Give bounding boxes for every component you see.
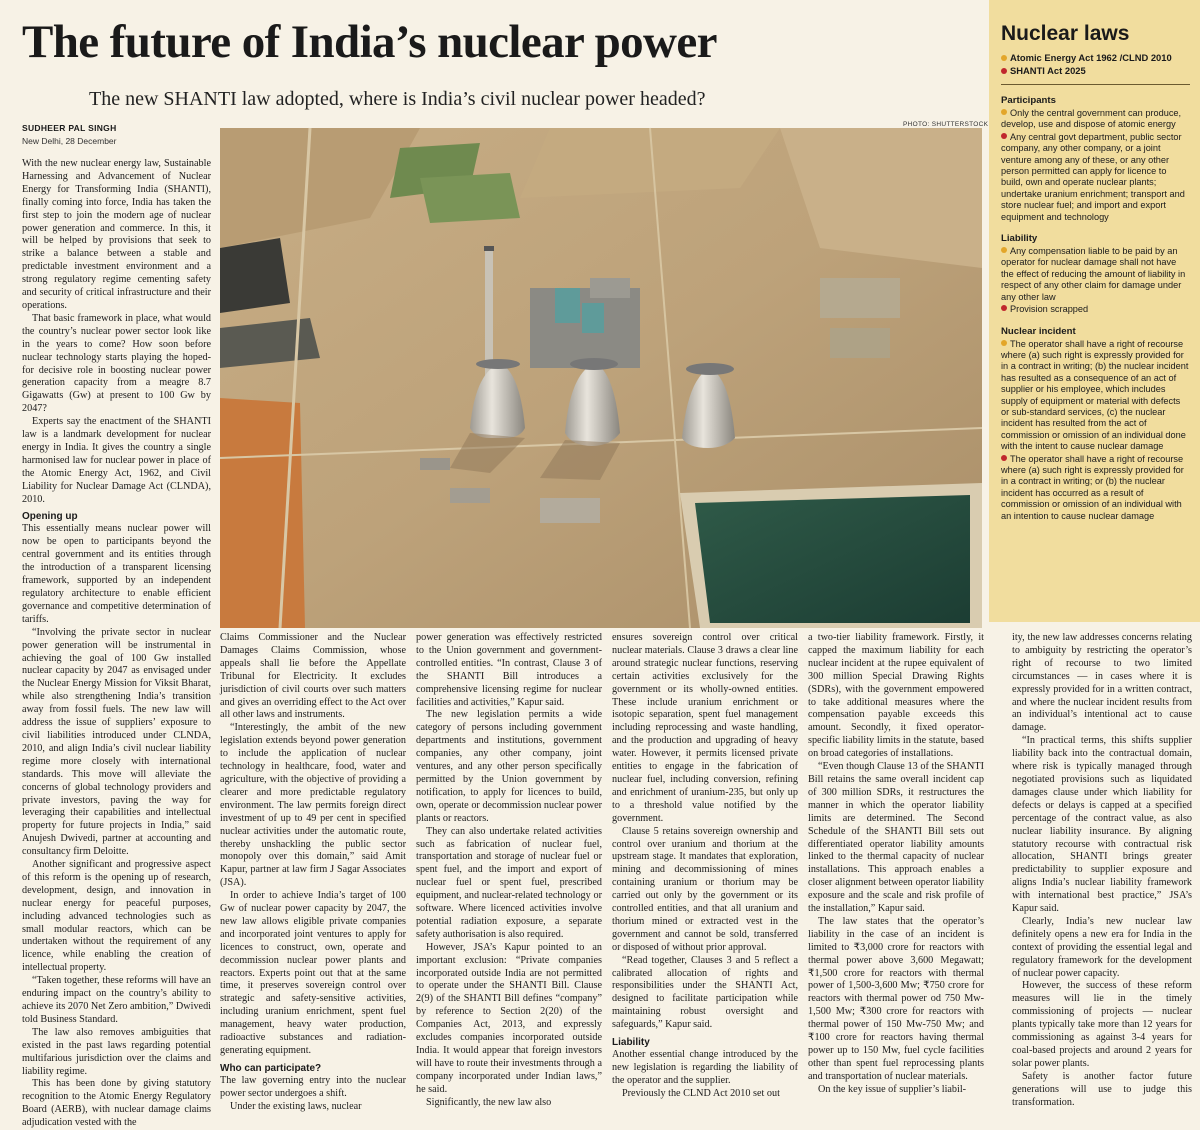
article-column-6 <box>1012 632 1192 1114</box>
col5-paragraph: “Even though Clause 13 of the SHANTI Bill retains the same overall incident cap of 300 million SDRs, it restructures the manner in which the operator liability limits are determined. The Second Schedule of the SHANTI Bill sets out differentiated operator liability amounts linked to the thermal capacity of nuclear installations. This approach enables a closer alignment between operator liability exposure and the scale and risk profile of the installation,” Kapur said. <box>808 761 984 915</box>
col1-paragraph: “Involving the private sector in nuclear power generation will be instrumental in achieving the goal of 100 Gw installed nuclear capacity by 2047 as envisaged under the Nuclear Energy Mission for Viksit Bharat, while also strengthening India’s transition away from fossil fuels. The new law will address the issue of suppliers’ exposure to civil liabilities introduced under CLNDA, 2010, and align India’s civil nuclear liability regime more closely with international standards. This move will alleviate the concerns of global technology providers and private investors, paving the way for leveraging their capabilities and intellectual property for future projects in India,” said Anujesh Dwivedi, partner at accounting and consultancy firm Deloitte. <box>22 626 211 858</box>
liability-new <box>1001 304 1190 315</box>
photo-credit: PHOTO: SHUTTERSTOCK <box>903 121 989 128</box>
col1-paragraph: This essentially means nuclear power will now be open to participants beyond the central government and its entities through the introduction of a transparent licensing framework, supported by an independent regulatory architecture to enable efficient governance and competitive determination of tariffs. <box>22 523 211 625</box>
col3-paragraph: They can also undertake related activities such as fabrication of nuclear fuel, transportation and storage of nuclear fuel or spent fuel, and the import and export of nuclear fuel or spent fuel, prescribed equipment, and nuclear-related technology or software. Where licenced activities involve potential radiation exposure, a separate safety authorisation is also required. <box>416 825 602 940</box>
col6-paragraph: Clearly, India’s new nuclear law definitely opens a new era for India in the context of providing the essential legal and regulatory framework for the development of nuclear power capacity. <box>1012 915 1192 979</box>
col2-paragraph: Claims Commissioner and the Nuclear Damages Claims Commission, whose appeals shall lie before the Appellate Tribunal for Electricity. It excludes jurisdiction of civil courts over such matters and gives an overriding effect to the Act over all other laws and instruments. <box>220 632 406 721</box>
nuclear-laws-sidebar <box>989 0 1200 622</box>
col2-paragraph: The law governing entry into the nuclear power sector undergoes a shift. <box>220 1074 406 1099</box>
col4-paragraph: ensures sovereign control over critical nuclear materials. Clause 3 draws a clear line around strategic nuclear functions, reserving certain activities exclusively for the government or its wholly-owned entities. These include uranium enrichment or isotopic separation, spent fuel management including reprocessing and waste handling, and the production and upgrading of heavy water. However, it permits licensed private entities to engage in the fabrication of nuclear fuel, including conversion, refining and enrichment of uranium-235, but only up to a threshold value notified by the government. <box>612 632 798 824</box>
col3-paragraph: power generation was effectively restricted to the Union government and government-controlled entities. “In contrast, Clause 3 of the SHANTI Bill introduces a comprehensive licensing regime for nuclear facilities and activities,” Kapur said. <box>416 632 602 708</box>
incident-old <box>1001 339 1190 453</box>
subhead-who-can-participate: Who can participate? <box>220 1062 322 1074</box>
byline: SUDHEER PAL SINGH <box>22 123 117 133</box>
liability-old-text: Any compensation liable to be paid by an operator for nuclear damage shall not have the effect of reducing the amount of liability in respect of any other claim for damage under any other law <box>1001 246 1186 302</box>
col3-paragraph: The new legislation permits a wide category of persons including government departments and institutions, government companies, any other company, joint ventures, and any other person specifically permitted by the Union government by notification, to apply for licences to build, own, operate or decommission nuclear power plants or reactors. <box>416 709 602 824</box>
col5-paragraph: On the key issue of supplier’s liabil- <box>818 1083 967 1095</box>
sidebar-title: Nuclear laws <box>1001 22 1130 45</box>
yellow-dot-icon <box>1001 340 1007 346</box>
col5-paragraph: The law states that the operator’s liability in the case of an incident is limited to ₹3,000 crore for reactors with thermal power above 3,600 Megawatt; ₹1,500 crore for reactors with thermal power of 1,500-3,600 Mw; ₹750 crore for reactors with thermal power od 750 Mw-1,500 Mw; ₹300 crore for reactors with thermal power of 150 Mw-750 Mw; and ₹100 crore for reactors having thermal power up to 150 Mw, fuel cycle facilities other than spent fuel reprocessing plants and transportation of nuclear materials. <box>808 915 984 1082</box>
participants-old-text: Only the central government can produce, develop, use and dispose of atomic energy <box>1001 108 1182 130</box>
col5-paragraph: a two-tier liability framework. Firstly, it capped the maximum liability for each nuclear incident at the rupee equivalent of 300 million Special Drawing Rights (SDRs), with the government empowered to take additional measures where the compensation payable exceeds this amount. Secondly, it fixed operator-specific liability limits in the statute, based on broad categories of installations. <box>808 632 984 760</box>
col2-paragraph: In order to achieve India’s target of 100 Gw of nuclear power capacity by 2047, the new law allows eligible private companies and incorporated joint ventures to apply for licences to construct, own, operate and decommission nuclear power plants and reactors. Experts point out that at the same time, it preserves sovereign control over strategic and safety-sensitive activities, including uranium enrichment, spent fuel management, heavy water production, radioactive substances and radiation-generating equipment. <box>220 890 406 1056</box>
dateline: New Delhi, 28 December <box>22 136 117 146</box>
article-column-2 <box>220 632 406 1114</box>
col1-paragraph: That basic framework in place, what would the country’s nuclear power sector look like in the years to come? How soon before nuclear technology starts playing the hoped-for decisive role in boosting nuclear power generation capacity from a meagre 8.7 Gigawatts (Gw) at present to 100 Gw by 2047? <box>22 312 211 415</box>
liability-new-text: Provision scrapped <box>1010 304 1089 315</box>
red-dot-icon <box>1001 455 1007 461</box>
col4-paragraph: Previously the CLND Act 2010 set out <box>622 1087 780 1099</box>
col1-paragraph: Experts say the enactment of the SHANTI law is a landmark development for nuclear energy in India. It gives the country a single harmonised law for nuclear power in place of the Atomic Energy Act, 1962, and Civil Liability for Nuclear Damage Act (CLNDA), 2010. <box>22 416 211 505</box>
col6-paragraph: “In practical terms, this shifts supplier liability back into the contractual domain, where risk is typically managed through negotiated provisions such as liquidated damages clause under which liability for defects or delays is capped at a specified percentage of the contract value, as also nuclear liability insurance. By aligning statutory recourse with contractual risk allocation, SHANTI brings greater predictability to supplier exposure and aligns India’s nuclear liability framework with international best practice,” JSA’s Kapur said. <box>1012 735 1192 915</box>
liability-old <box>1001 246 1190 303</box>
col2-paragraph: Under the existing laws, nuclear <box>230 1100 362 1112</box>
legend-new-label: SHANTI Act 2025 <box>1010 65 1086 76</box>
reservoir-pond <box>680 483 982 628</box>
participants-new <box>1001 132 1190 223</box>
col4-paragraph: Another essential change introduced by the new legislation is regarding the liability of the operator and the supplier. <box>612 1049 798 1086</box>
col3-paragraph: However, JSA’s Kapur pointed to an important exclusion: “Private companies incorporated outside India are not permitted to operate under the SHANTI Bill. Clause 2(9) of the SHANTI Bill defines “company” by reference to Section 2(20) of the Companies Act, 2013, and expressly excludes companies incorporated outside India. It would appear that foreign investors will have to route their investments through a company incorporated under Indian laws,” he said. <box>416 941 602 1095</box>
article-column-3 <box>416 632 602 1114</box>
yellow-dot-icon <box>1001 247 1007 253</box>
col1-paragraph: With the new nuclear energy law, Sustainable Harnessing and Advancement of Nuclear Energy for Transforming India (SHANTI), finally coming into force, India has taken the first step to join the modern age of nuclear power generation and commerce. In this, it will be helped by provisions that seek to strike a balance between a stable and predictable investment environment and a strong regulatory regime cementing safety and security of critical infrastructure and their operations. <box>22 158 211 311</box>
sidebar-heading-participants: Participants <box>1001 95 1056 106</box>
subhead-liability: Liability <box>612 1037 650 1049</box>
yellow-dot-icon <box>1001 55 1007 61</box>
incident-old-text: The operator shall have a right of recourse where (a) such right is expressly provided for in a contract in writing; (b) the nuclear incident has resulted as a consequence of an act of supplier or his employee, which includes supply of equipment or material with defects or sub-standard services, (c) the nuclear incident has resulted from the act of commission or omission of an individual done with the intent to cause nuclear damage <box>1001 338 1189 452</box>
col1-paragraph: This has been done by giving statutory recognition to the Atomic Energy Regulatory Board (AERB), with nuclear damage claims adjudication vested with the <box>22 1078 211 1129</box>
deck-subheadline: The new SHANTI law adopted, where is India’s civil nuclear power headed? <box>89 88 706 110</box>
yellow-dot-icon <box>1001 109 1007 115</box>
col4-paragraph: “Read together, Clauses 3 and 5 reflect a calibrated allocation of rights and responsibilities under the SHANTI Act, designed to facilitate participation while maintaining robust oversight and safeguards,” Kapur said. <box>612 954 798 1031</box>
article-column-5 <box>808 632 984 1114</box>
col1-paragraph: The law also removes ambiguities that existed in the past laws regarding potential multifarious jurisdiction over the claims and liability regime. <box>22 1026 211 1077</box>
col6-paragraph: However, the success of these reform measures will lie in the timely commissioning of projects — nuclear plants typically take more than 12 years for commissioning as against 3-4 years for coal-based projects and around 2 years for solar power plants. <box>1012 980 1192 1069</box>
col1-paragraph: Another significant and progressive aspect of this reform is the opening up of research, development, design, and innovation in nuclear energy for peaceful purposes, including advanced technologies such as small modular reactors, which can be undertaken without the requirement of any licence, while enabling the creation of intellectual property. <box>22 859 211 974</box>
col6-paragraph: Safety is another factor future generations will use to judge this transformation. <box>1012 1070 1192 1108</box>
col4-paragraph: Clause 5 retains sovereign ownership and control over uranium and thorium at the upstream stage. It mandates that exploration, mining and decommissioning of mines containing uranium or thorium may be carried out only by the government or its controlled entities, and that all uranium and thorium mined or extracted vest in the government and cannot be sold, transferred or disposed of without prior approval. <box>612 825 798 953</box>
col2-paragraph: “Interestingly, the ambit of the new legislation extends beyond power generation to include the application of nuclear technology in healthcare, food, water and agriculture, with the objective of providing a clearer and more predictable regulatory environment. The law permits foreign direct investment of up to 49 per cent in specified nuclear activities under the automatic route, thereby unshackling the public sector monopoly over this domain,” said Amit Kapur, partner at law firm J Sagar Associates (JSA). <box>220 722 406 889</box>
legend-new-law <box>1001 65 1190 76</box>
red-dot-icon <box>1001 68 1007 74</box>
headline: The future of India’s nuclear power <box>22 16 717 68</box>
red-dot-icon <box>1001 133 1007 139</box>
legend-old-law <box>1001 52 1190 63</box>
participants-new-text: Any central govt department, public sector company, any other company, or a joint venture among any of these, or any other person permitted can apply for licence to build, own and operate nuclear plants; undertake uranium enrichment; transport and store nuclear fuel; and import and export equipment and technology <box>1001 131 1185 222</box>
red-dot-icon <box>1001 305 1007 311</box>
sidebar-divider <box>1001 84 1190 85</box>
sidebar-heading-nuclear-incident: Nuclear incident <box>1001 325 1076 337</box>
article-column-1 <box>22 158 211 1129</box>
col1-paragraph: “Taken together, these reforms will have an enduring impact on the country’s ability to achieve its 2070 Net Zero ambition,” Dwivedi told Business Standard. <box>22 975 211 1025</box>
incident-new <box>1001 454 1190 522</box>
article-column-4 <box>612 632 798 1114</box>
subhead-opening-up: Opening up <box>22 511 78 523</box>
participants-old <box>1001 108 1190 131</box>
sidebar-heading-liability: Liability <box>1001 233 1038 245</box>
incident-new-text: The operator shall have a right of recourse where (a) such right is expressly provided for in a contract in writing; or (b) the nuclear incident has occurred as a result of commission or omission of an individual with an intention to cause nuclear damage <box>1001 453 1184 521</box>
plant-aerial-image <box>220 128 982 628</box>
legend-old-label: Atomic Energy Act 1962 /CLND 2010 <box>1010 52 1172 63</box>
col6-paragraph: ity, the new law addresses concerns relating to ambiguity by restricting the operator’s right of recourse to two limited circumstances — in cases where it is expressly provided for in a written contract, and where the nuclear incident results from an individual’s intentional act to cause damage. <box>1012 632 1192 734</box>
col3-paragraph: Significantly, the new law also <box>426 1096 552 1108</box>
nuclear-plant-photo <box>220 128 982 628</box>
